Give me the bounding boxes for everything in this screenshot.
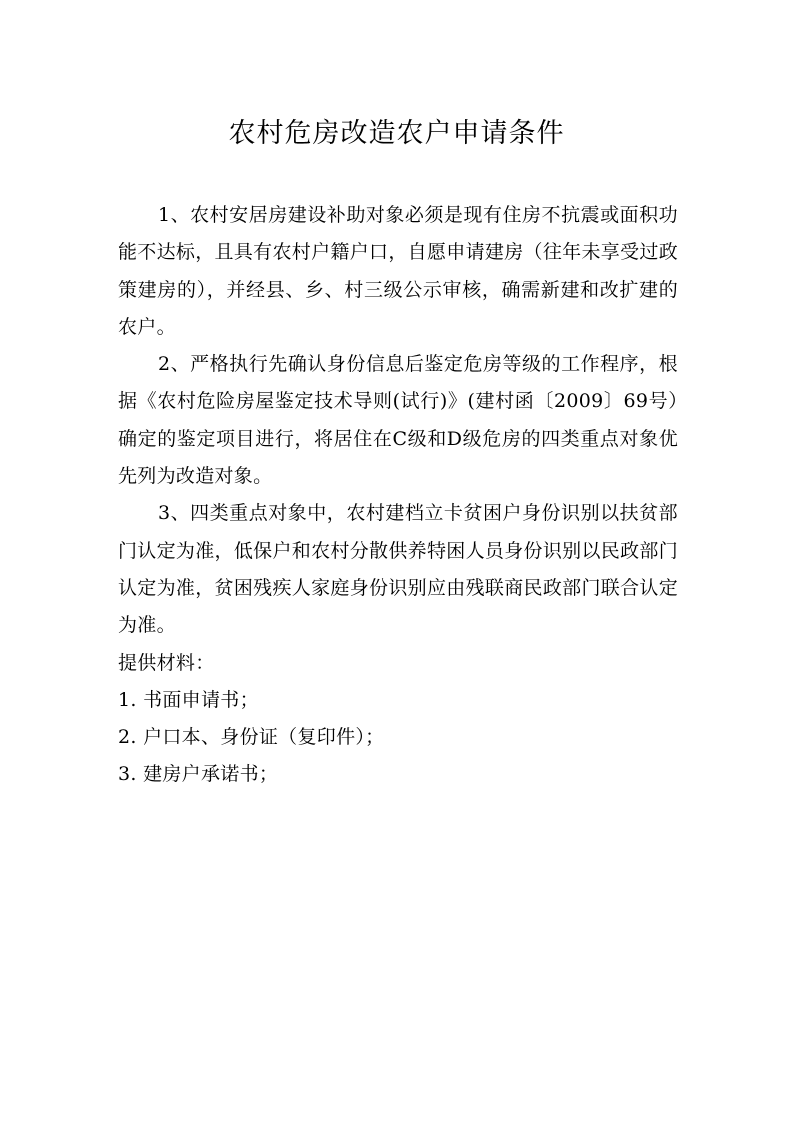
document-title: 农村危房改造农户申请条件 xyxy=(228,118,565,150)
document-body xyxy=(118,197,678,794)
material-item-3: 3. 建房户承诺书； xyxy=(118,763,279,786)
condition-paragraph-2: 2、严格执行先确认身份信息后鉴定危房等级的工作程序，根据《农村危险房屋鉴定技术导则(试行)》(建村函〔2009〕69号）确定的鉴定项目进行，将居住在C级和D级危房的四类重点对象优先列为改造对象。 xyxy=(118,353,678,488)
materials-heading: 提供材料： xyxy=(118,651,215,674)
material-item-2: 2. 户口本、身份证（复印件）； xyxy=(118,726,385,749)
condition-paragraph-3: 3、四类重点对象中，农村建档立卡贫困户身份识别以扶贫部门认定为准，低保户和农村分散供养特困人员身份识别以民政部门认定为准，贫困残疾人家庭身份识别应由残联商民政部门联合认定为准。 xyxy=(118,502,678,637)
condition-paragraph-1: 1、农村安居房建设补助对象必须是现有住房不抗震或面积功能不达标，且具有农村户籍户口，自愿申请建房（往年未享受过政策建房的），并经县、乡、村三级公示审核，确需新建和改扩建的农户。 xyxy=(118,204,678,338)
material-item-1: 1. 书面申请书； xyxy=(118,688,259,711)
